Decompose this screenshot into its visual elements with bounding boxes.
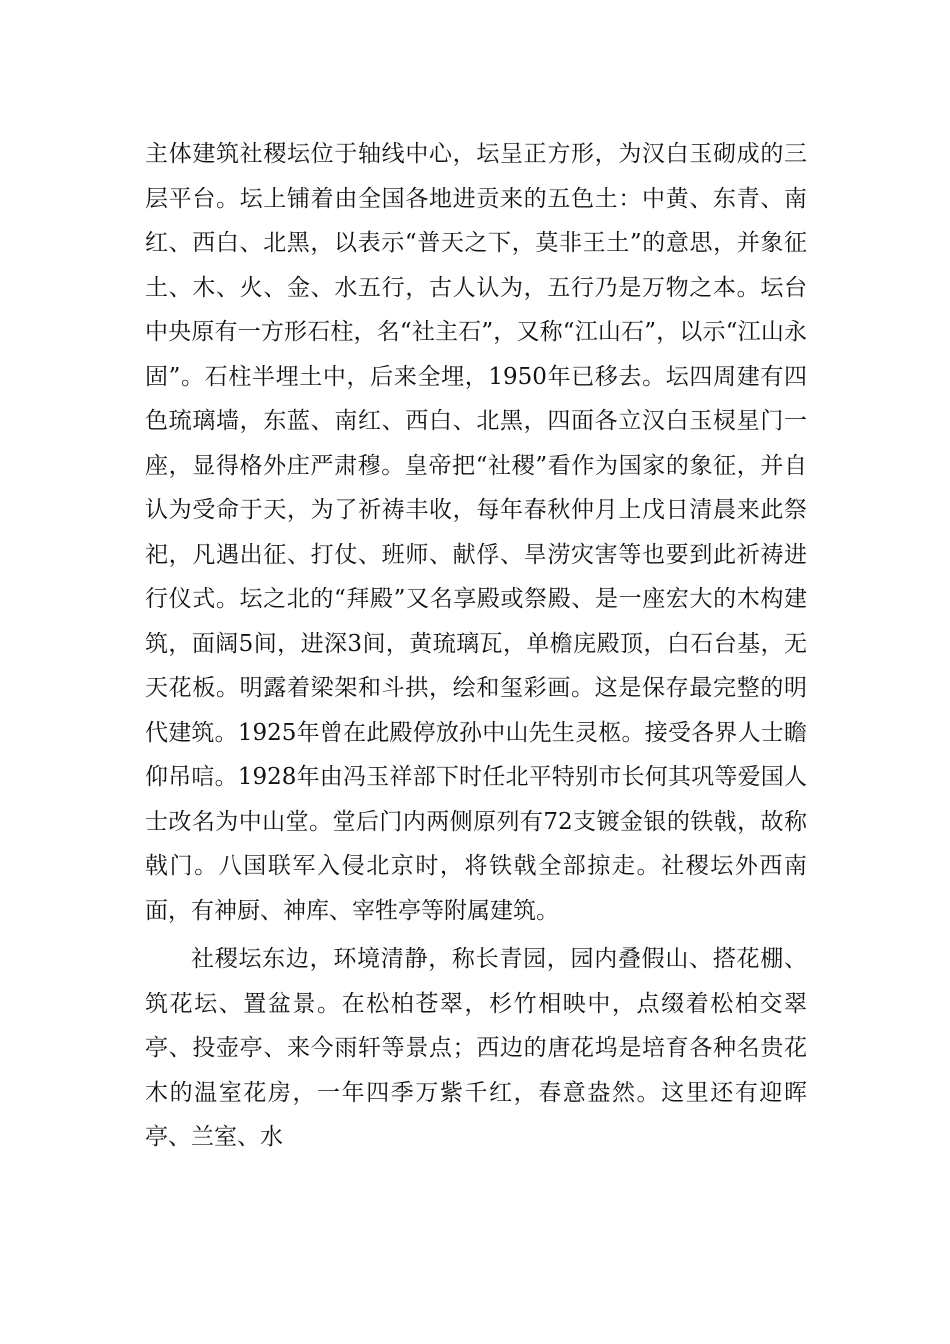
document-body	[145, 132, 807, 1160]
paragraph-garden: 社稷坛东边，环境清静，称长青园，园内叠假山、搭花棚、筑花坛、置盆景。在松柏苍翠，杉竹相映中，点缀着松柏交翠亭、投壶亭、来今雨轩等景点；西边的唐花坞是培育各种名贵花木的温室花房，一年四季万紫千红，春意盎然。这里还有迎晖亭、兰室、水	[145, 946, 807, 1150]
paragraph-altar-history: 主体建筑社稷坛位于轴线中心，坛呈正方形，为汉白玉砌成的三层平台。坛上铺着由全国各地进贡来的五色土：中黄、东青、南红、西白、北黑，以表示“普天之下，莫非王土”的意思，并象征土、木、火、金、水五行，古人认为，五行乃是万物之本。坛台中央原有一方形石柱，名“社主石”，又称“江山石”，以示“江山永固”。石柱半埋土中，后来全埋，1950年已移去。坛四周建有四色琉璃墙，东蓝、南红、西白、北黑，四面各立汉白玉棂星门一座，显得格外庄严肃穆。皇帝把“社稷”看作为国家的象征，并自认为受命于天，为了祈祷丰收，每年春秋仲月上戊日清晨来此祭祀，凡遇出征、打仗、班师、献俘、旱涝灾害等也要到此祈祷进行仪式。坛之北的“拜殿”又名享殿或祭殿、是一座宏大的木构建筑，面阔5间，进深3间，黄琉璃瓦，单檐庑殿顶，白石台基，无天花板。明露着梁架和斗拱，绘和玺彩画。这是保存最完整的明代建筑。1925年曾在此殿停放孙中山先生灵柩。接受各界人士瞻仰吊唁。1928年由冯玉祥部下时任北平特别市长何其巩等爱国人士改名为中山堂。堂后门内两侧原列有72支镀金银的铁戟，故称戟门。八国联军入侵北京时，将铁戟全部掠走。社稷坛外西南面，有神厨、神库、宰牲亭等附属建筑。	[145, 141, 807, 924]
